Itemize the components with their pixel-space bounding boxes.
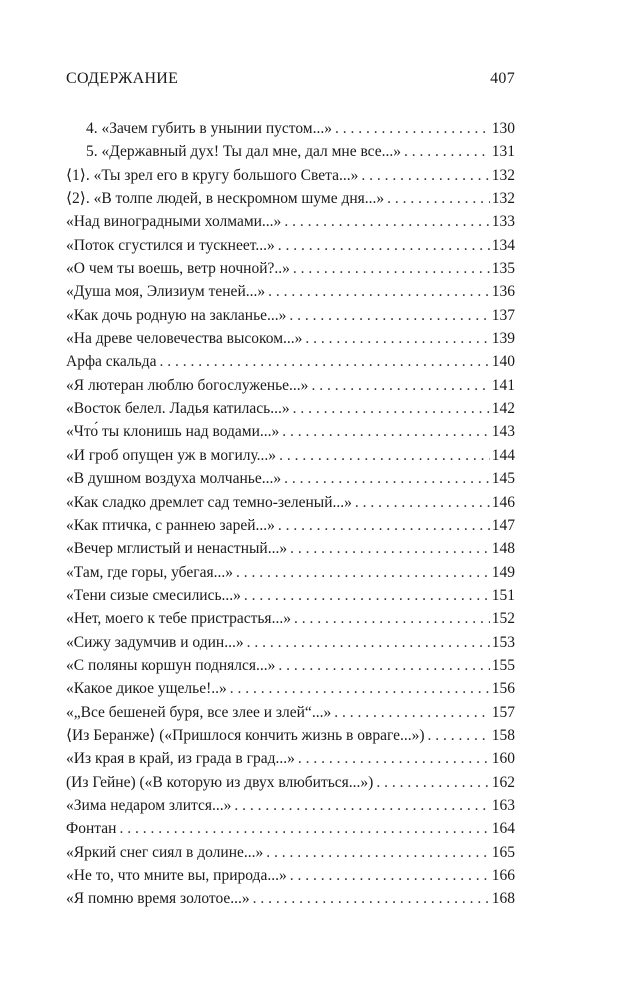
toc-entry-title: «Как дочь родную на закланье...»	[66, 306, 287, 324]
toc-entry-title: «С поляны коршун поднялся...»	[66, 656, 276, 674]
toc-entry	[66, 374, 515, 397]
dot-leader	[266, 841, 490, 864]
toc-entry	[66, 841, 515, 864]
toc-entry	[66, 887, 515, 910]
toc-entry-title: «Яркий снег сиял в долине...»	[66, 843, 264, 861]
toc-entry	[66, 701, 515, 724]
toc-entry	[66, 164, 515, 187]
toc-entry-title: «Тени сизые смесились...»	[66, 586, 241, 604]
toc-entry-page: 162	[491, 773, 515, 791]
toc-entry	[66, 140, 515, 163]
toc-entry	[66, 420, 515, 443]
dot-leader	[284, 210, 489, 233]
dot-leader	[355, 491, 490, 514]
toc-entry	[66, 514, 515, 537]
dot-leader	[305, 327, 489, 350]
toc-entry	[66, 771, 515, 794]
dot-leader	[311, 374, 489, 397]
dot-leader	[293, 397, 490, 420]
toc-entry	[66, 677, 515, 700]
toc-entry-title: «Не то, что мните вы, природа...»	[66, 867, 287, 884]
toc-entry-title: «В душном воздуха молчанье...»	[66, 470, 282, 488]
dot-leader	[294, 607, 490, 630]
toc-entry-page: 132	[491, 190, 515, 208]
toc-entry	[66, 747, 515, 770]
toc-entry	[66, 467, 515, 490]
toc-entry-page: 157	[491, 703, 515, 721]
toc-entry-title: 4. «Зачем губить в унынии пустом...»	[86, 120, 332, 137]
dot-leader	[236, 561, 490, 584]
dot-leader	[268, 280, 490, 303]
dot-leader	[290, 537, 490, 560]
toc-entry-title: Фонтан	[66, 820, 117, 838]
dot-leader	[298, 747, 490, 770]
toc-entry-title: «Там, где горы, убегая...»	[66, 563, 233, 581]
toc-entry-page: 140	[491, 353, 515, 371]
toc-entry-title: «Зима недаром злится...»	[66, 796, 232, 814]
toc-entry	[66, 234, 515, 257]
toc-entry-page: 165	[491, 843, 515, 861]
dot-leader	[160, 350, 490, 373]
toc-entry-page: 160	[491, 750, 515, 768]
toc-entry	[66, 350, 515, 373]
toc-entry-page: 141	[491, 376, 515, 394]
dot-leader	[278, 654, 489, 677]
toc-entry	[66, 631, 515, 654]
dot-leader	[387, 187, 490, 210]
toc-entry	[66, 280, 515, 303]
toc-entry-title: (Из Гейне) («В которую из двух влюбиться...»)	[66, 773, 374, 791]
toc-entry	[66, 537, 515, 560]
toc-entry	[66, 607, 515, 630]
toc-entry-page: 134	[491, 236, 515, 254]
dot-leader	[290, 864, 490, 887]
dot-leader	[361, 164, 489, 187]
toc-entry-page: 155	[491, 656, 515, 674]
toc-entry-title: «Поток сгустился и тускнеет...»	[66, 236, 275, 254]
toc-entry-title: «Какое дикое ущелье!..»	[66, 680, 227, 698]
dot-leader	[253, 887, 490, 910]
toc-entry-page: 152	[491, 610, 515, 628]
toc-entry-page: 132	[491, 166, 515, 184]
dot-leader	[428, 724, 490, 747]
toc-entry	[66, 257, 515, 280]
toc-entry-page: 139	[491, 330, 515, 348]
toc-entry-page: 136	[491, 283, 515, 301]
dot-leader	[279, 444, 490, 467]
dot-leader	[284, 467, 490, 490]
toc-entry-page: 144	[491, 446, 515, 464]
toc-entry	[66, 584, 515, 607]
toc-entry	[66, 397, 515, 420]
toc-entry-title: «Я лютеран люблю богослуженье...»	[66, 376, 309, 394]
toc-entry-title: «Из края в край, из града в град...»	[66, 750, 295, 768]
dot-leader	[282, 420, 489, 443]
table-of-contents	[66, 117, 515, 911]
toc-entry-page: 168	[491, 890, 515, 908]
toc-entry	[66, 561, 515, 584]
toc-entry-page: 137	[491, 306, 515, 324]
dot-leader	[244, 584, 490, 607]
toc-entry-title: «Как сладко дремлет сад темно-зеленый...»	[66, 493, 352, 511]
dot-leader	[278, 234, 490, 257]
toc-entry-title: «Я помню время золотое...»	[66, 890, 250, 908]
toc-entry-title: «Что́ ты клонишь над водами...»	[66, 423, 280, 441]
toc-entry-page: 147	[491, 516, 515, 534]
toc-entry-page: 143	[491, 423, 515, 441]
section-title: СОДЕРЖАНИЕ	[66, 70, 179, 87]
toc-entry-page: 146	[491, 493, 515, 511]
toc-entry	[66, 817, 515, 840]
toc-entry-page: 158	[491, 726, 515, 744]
toc-entry-page: 131	[491, 143, 515, 161]
toc-entry-page: 149	[491, 563, 515, 581]
dot-leader	[119, 817, 489, 840]
toc-entry-title: «Сижу задумчив и один...»	[66, 633, 244, 651]
dot-leader	[234, 794, 489, 817]
toc-entry	[66, 117, 515, 140]
dot-leader	[230, 677, 490, 700]
toc-entry-title: «Нет, моего к тебе пристрастья...»	[66, 610, 291, 628]
toc-entry-page: 133	[491, 213, 515, 231]
toc-entry-title: 5. «Державный дух! Ты дал мне, дал мне все...»	[86, 143, 402, 161]
toc-entry-title: «Душа моя, Элизиум теней...»	[66, 283, 266, 301]
toc-entry-page: 148	[491, 540, 515, 558]
toc-entry-title: «И гроб опущен уж в могилу...»	[66, 446, 277, 464]
toc-entry-title: «Как птичка, с раннею зарей...»	[66, 516, 275, 534]
toc-entry-title: ⟨1⟩. «Ты зрел его в кругу большого Света...»	[66, 166, 359, 184]
toc-entry-title: «Вечер мглистый и ненастный...»	[66, 540, 288, 558]
dot-leader	[376, 771, 489, 794]
toc-entry-page: 135	[491, 260, 515, 278]
running-header	[66, 70, 515, 88]
dot-leader	[335, 117, 490, 140]
page-number: 407	[490, 70, 515, 87]
toc-entry-title: «О чем ты воешь, ветр ночной?..»	[66, 260, 290, 278]
toc-entry-title: «„Все бешеней буря, все злее и злей“...»	[66, 703, 332, 721]
toc-entry-title: Арфа скальда	[66, 353, 157, 371]
toc-entry	[66, 724, 515, 747]
toc-entry-title: «Восток белел. Ладья катилась...»	[66, 400, 290, 418]
toc-entry	[66, 304, 515, 327]
toc-entry	[66, 654, 515, 677]
toc-entry-page: 164	[491, 820, 515, 838]
toc-entry-title: «На древе человечества высоком...»	[66, 330, 303, 348]
toc-entry-page: 166	[491, 867, 515, 884]
toc-entry	[66, 327, 515, 350]
toc-entry-page: 142	[491, 400, 515, 418]
toc-entry-title: «Над виноградными холмами...»	[66, 213, 282, 231]
toc-entry-page: 153	[491, 633, 515, 651]
toc-entry	[66, 864, 515, 887]
toc-entry-page: 151	[491, 586, 515, 604]
dot-leader	[293, 257, 490, 280]
toc-entry-page: 130	[491, 120, 515, 137]
toc-entry	[66, 794, 515, 817]
toc-entry-title: ⟨Из Беранже⟩ («Пришлося кончить жизнь в овраге...»)	[66, 726, 425, 744]
toc-entry	[66, 210, 515, 233]
dot-leader	[404, 140, 490, 163]
dot-leader	[334, 701, 490, 724]
dot-leader	[289, 304, 489, 327]
toc-entry-page: 145	[491, 470, 515, 488]
toc-entry	[66, 491, 515, 514]
dot-leader	[278, 514, 490, 537]
toc-entry	[66, 187, 515, 210]
toc-entry-title: ⟨2⟩. «В толпе людей, в нескромном шуме дня...»	[66, 190, 385, 208]
toc-entry-page: 163	[491, 796, 515, 814]
toc-entry-page: 156	[491, 680, 515, 698]
dot-leader	[247, 631, 490, 654]
toc-entry	[66, 444, 515, 467]
